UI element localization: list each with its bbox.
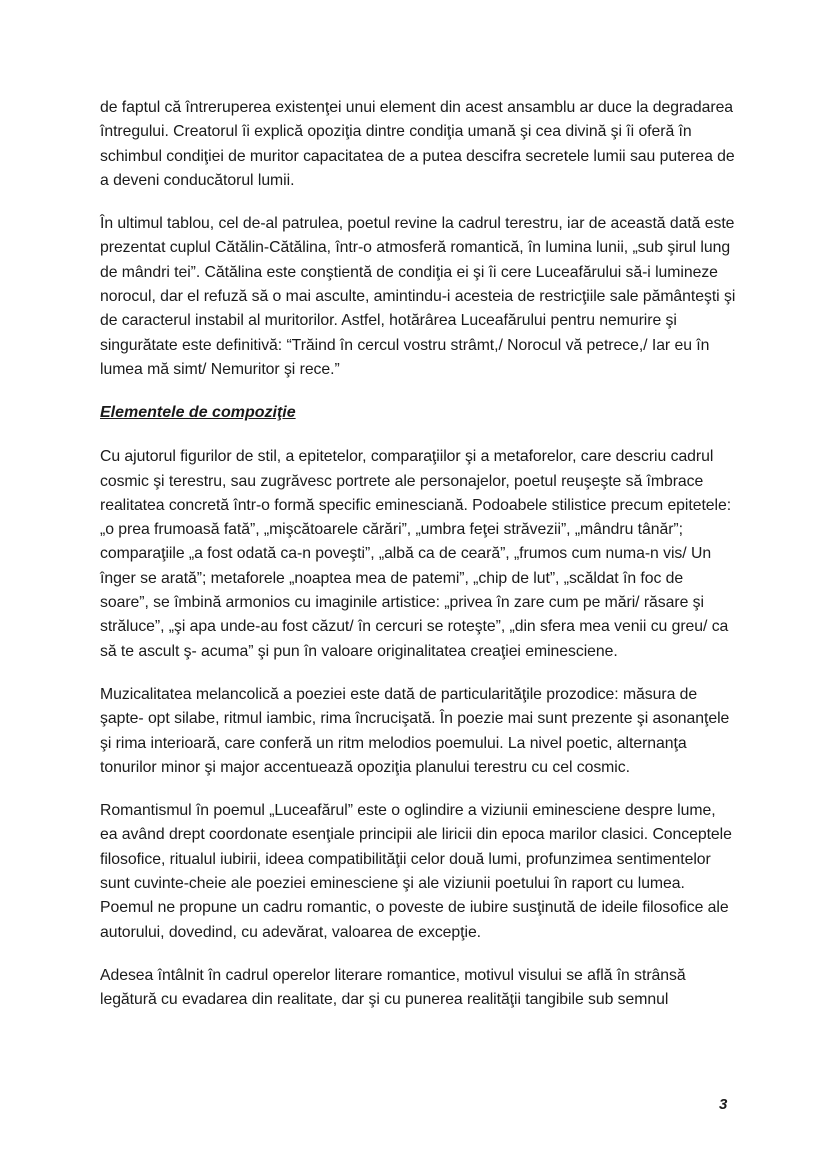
- document-page: [100, 96, 736, 1032]
- paragraph-motivul-visului: Adesea întâlnit în cadrul operelor literare romantice, motivul visului se află în strânsă legătură cu evadarea din realitate, dar şi cu punerea realităţii tangibile sub semnul: [100, 966, 686, 1009]
- paragraph-romantism: Romantismul în poemul „Luceafărul” este o oglindire a viziunii eminesciene despre lume, ea având drept coordonate esenţiale principii ale liricii din epoca marilor clasici. Conceptele filosofice, ritualul iubirii, ideea compatibilităţii celor două lumi, profunzimea sentimentelor sunt cuvinte-cheie ale poeziei eminesciene şi ale viziunii poetului în raport cu lumea. Poemul ne propune un cadru romantic, o poveste de iubire susţinută de ideile filosofice ale autorului, dovedind, cu adevărat, valoarea de excepţie.: [100, 802, 732, 941]
- section-heading: Elementele de compoziţie: [100, 404, 296, 422]
- paragraph-muzicalitate: Muzicalitatea melancolică a poeziei este dată de particularităţile prozodice: măsura de şapte- opt silabe, ritmul iambic, rima încrucişată. În poezie mai sunt prezente şi asonanţele şi rima interioară, care conferă un ritm melodios poemului. La nivel poetic, alternanţa tonurilor minor şi major accentuează opoziţia planului terestru cu cel cosmic.: [100, 685, 730, 776]
- paragraph-ultimul-tablou: În ultimul tablou, cel de-al patrulea, poetul revine la cadrul terestru, iar de această dată este prezentat cuplul Cătălin-Cătălina, într-o atmosferă romantică, în lumina lunii, „sub şirul lung de mândri tei”. Cătălina este conştientă de condiţia ei şi îi cere Luceafărului să-i lumineze norocul, dar el refuză să o mai asculte, amintindu-i acesteia de restricţiile sale pământeşti şi de caracterul instabil al muritorilor. Astfel, hotărârea Luceafărului pentru nemurire şi singurătate este definitivă: “Trăind în cercul vostru strâmt,/ Norocul vă petrece,/ Iar eu în lumea mă simt/ Nemuritor şi rece.”: [100, 215, 736, 378]
- page-number: 3: [719, 1096, 728, 1113]
- paragraph-conditia-umana: de faptul că întreruperea existenţei unui element din acest ansamblu ar duce la degradarea întregului. Creatorul îi explică opoziţia dintre condiţia umană şi cea divină şi îi oferă în schimbul condiţiei de muritor capacitatea de a putea descifra secretele lumii sau puterea de a deveni conducătorul lumii.: [100, 99, 735, 189]
- paragraph-figuri-de-stil: Cu ajutorul figurilor de stil, a epitetelor, comparaţiilor şi a metaforelor, care descriu cadrul cosmic şi terestru, sau zugrăvesc portrete ale personajelor, poetul reuşeşte să îmbrace realitatea concretă într-o formă specific eminesciană. Podoabele stilistice precum epitetele: „o prea frumoasă fată”, „mişcătoarele cărări”, „umbra feţei străvezii”, „mândru tânăr”; comparaţiile „a fost odată ca-n poveşti”, „albă ca de ceară”, „frumos cum numa-n vis/ Un înger se arată”; metaforele „noaptea mea de patemi”, „chip de lut”, „scăldat în foc de soare”, se îmbină armonios cu imaginile artistice: „privea în zare cum pe mări/ răsare şi străluce”, „şi apa unde-au fost căzut/ în cercuri se roteşte”, „din sfera mea venii cu greu/ ca să te ascult ş- acuma” şi pun în valoare originalitatea creaţiei eminesciene.: [100, 448, 732, 660]
